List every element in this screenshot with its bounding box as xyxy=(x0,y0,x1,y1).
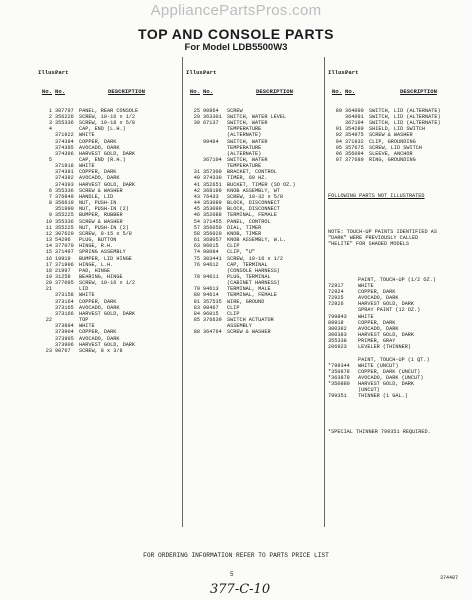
part-description: HANDLE, LID xyxy=(79,193,114,200)
part-description: PAD, HINGE xyxy=(79,267,111,274)
illus-number: 22 xyxy=(45,317,52,324)
watermark: AppliancePartsPros.com xyxy=(150,2,322,19)
not-illustrated-list xyxy=(328,277,468,400)
part-description: HARVEST GOLD, DARK xyxy=(79,310,136,317)
note-block xyxy=(328,229,468,247)
column-header xyxy=(186,89,322,95)
illus-number: 44 xyxy=(193,200,200,207)
part-description: HARVEST GOLD, DARK xyxy=(79,181,136,188)
part-number: 371996 xyxy=(55,261,74,268)
illus-number: 89 xyxy=(335,107,342,114)
part-description: WHITE xyxy=(79,163,95,170)
part-description: NUT, PUSH-IN (2) xyxy=(79,224,129,231)
part-number: 799843 xyxy=(328,313,347,320)
part-number: 99464 xyxy=(203,138,219,145)
part-description: SWITCH, WATER LEVEL xyxy=(227,113,287,120)
illus-number: 8 xyxy=(48,200,52,207)
part-description: HARVEST GOLD, DARK xyxy=(358,381,415,388)
part-description: SWITCH, LID (ALTERNATE) xyxy=(369,120,441,127)
not-illustrated-heading: FOLLOWING PARTS NOT ILLUSTRATED xyxy=(328,192,425,199)
part-number: 353089 xyxy=(203,200,222,207)
part-number: 374330 xyxy=(203,175,222,182)
part-description: (ALTERNATE) xyxy=(227,150,262,157)
part-description: SWITCH, WATER xyxy=(227,138,268,145)
column-header xyxy=(38,89,174,95)
illus-number: 84 xyxy=(193,310,200,317)
illus-number: 5 xyxy=(48,157,52,163)
part-number: 377689 xyxy=(345,157,364,163)
part-number: 364764 xyxy=(203,329,222,336)
part-number: 373158 xyxy=(55,292,74,299)
part-number: 72917 xyxy=(328,282,344,289)
part-number: 72924 xyxy=(328,288,344,295)
part-number: *799344 xyxy=(328,362,350,369)
part-description: LID xyxy=(79,286,89,293)
part-description: HINGE, L.H. xyxy=(79,261,114,268)
illus-header: Illus. xyxy=(328,69,349,77)
column-divider xyxy=(324,57,325,527)
part-description: AVOCADO, DARK (UNCUT) xyxy=(358,375,424,381)
illus-number: 54 xyxy=(193,218,200,225)
part-description: BLOCK, DISCONNECT xyxy=(227,206,280,213)
not-illustrated-row xyxy=(328,393,468,399)
part-description: CAP, TERMINAL xyxy=(227,261,268,268)
part-number: 98467 xyxy=(203,304,219,311)
illus-number: 20 xyxy=(45,280,52,287)
part-description: AVOCADO, DARK xyxy=(358,325,399,332)
illus-number: 97 xyxy=(335,157,342,163)
description-header: DESCRIPTION xyxy=(256,89,293,96)
part-number: 368199 xyxy=(203,187,222,194)
illus-number: 2 xyxy=(48,113,52,120)
illus-number: 17 xyxy=(45,261,52,268)
illus-number: 31 xyxy=(193,169,200,176)
illus-number: 78 xyxy=(193,273,200,280)
part-description: PRIMER, GRAY xyxy=(358,338,396,345)
part-number: 373904 xyxy=(55,329,74,336)
part-number: 374392 xyxy=(55,175,74,182)
part-description: WHITE xyxy=(79,292,95,299)
part-number: 89918 xyxy=(328,319,344,326)
part-number: 355225 xyxy=(55,212,74,219)
part-description: COPPER, DARK xyxy=(79,169,117,176)
illus-number: 14 xyxy=(45,243,52,250)
part-description: TIMER, 60 HZ. xyxy=(227,175,268,182)
part-number: 376849 xyxy=(55,193,74,200)
part-description: AVOCADO, DARK xyxy=(79,144,120,151)
illus-number: 75 xyxy=(193,255,200,262)
illus-number: 74 xyxy=(193,249,200,256)
part-description: WHITE xyxy=(79,132,95,139)
part-description: ASSEMBLY xyxy=(227,323,252,330)
illus-number: 12 xyxy=(45,230,52,237)
part-description: SCREW, 10-18 x 5/8 xyxy=(79,120,136,127)
part-description: TEMPERATURE xyxy=(227,144,262,151)
note-line: NOTE: TOUCH-UP PAINTS IDENTIFIED AS xyxy=(328,228,437,235)
part-number: 374391 xyxy=(55,169,74,176)
part-number: 377070 xyxy=(55,243,74,250)
part-number: 357675 xyxy=(345,144,364,151)
part-description: TOP xyxy=(79,317,89,324)
ordering-footer: FOR ORDERING INFORMATION REFER TO PARTS PRICE LIST xyxy=(143,552,329,559)
part-number: 94614 xyxy=(203,292,219,299)
part-description: SCREW, 10-16 x 1/2 xyxy=(79,280,136,287)
illus-number: 4 xyxy=(48,126,52,133)
illus-number: 46 xyxy=(193,212,200,219)
part-description: WHITE (UNCUT) xyxy=(358,362,399,369)
part-number: 377095 xyxy=(55,280,74,287)
illus-number: 30 xyxy=(193,120,200,127)
illus-number: 15 xyxy=(45,249,52,256)
part-number: 67137 xyxy=(203,120,219,127)
illus-number: 92 xyxy=(335,132,342,139)
part-number: 356226 xyxy=(55,113,74,120)
part-description: SWITCH, LID (ALTERNATE) xyxy=(369,107,441,114)
part-description: WIRE, GROUND xyxy=(227,298,265,305)
part-number: 356020 xyxy=(203,230,222,237)
parts-list xyxy=(328,108,468,163)
part-description: CLIP, "U" xyxy=(227,249,256,256)
part-number: 300383 xyxy=(328,332,347,339)
part-description: TERMINAL, MALE xyxy=(227,286,271,293)
part-number: 96015 xyxy=(203,243,219,250)
part-description: SCREW & WASHER xyxy=(79,218,123,225)
illus-number: 79 xyxy=(193,286,200,293)
page-title: TOP AND CONSOLE PARTS xyxy=(138,26,334,42)
illus-number: 95 xyxy=(335,144,342,151)
part-description: CLIP, GROUNDING xyxy=(369,138,416,145)
part-number: 373894 xyxy=(55,323,74,330)
part-number: 352088 xyxy=(203,212,222,219)
part-number: 373905 xyxy=(55,335,74,342)
illus-number: 29 xyxy=(193,113,200,120)
part-description: CLIP xyxy=(227,304,240,311)
illus-number: 25 xyxy=(193,107,200,114)
part-description: WHITE xyxy=(358,282,374,289)
part-description: CAP, END (R.H.) xyxy=(79,157,126,163)
parts-column-2 xyxy=(186,58,322,342)
part-description: SCREW, LID SWITCH xyxy=(369,144,422,151)
page-number: 5 xyxy=(230,571,234,578)
illus-number: 9 xyxy=(48,212,52,219)
part-no-header: No. xyxy=(55,88,66,96)
illus-header: Illus. xyxy=(38,69,59,77)
part-description: HARVEST GOLD, DARK xyxy=(79,150,136,157)
part-no-header: No. xyxy=(203,88,214,96)
part-number: 303441 xyxy=(203,255,222,262)
part-description: PAINT, TOUCH-UP (1/2 OZ.) xyxy=(358,276,436,283)
part-number: 206923 xyxy=(328,344,347,351)
part-no-header: No. xyxy=(345,88,356,96)
part-description: AVOCADO, DARK xyxy=(358,295,399,302)
part-number: 371497 xyxy=(55,249,74,256)
part-number: *350878 xyxy=(328,368,350,375)
part-description: SLEEVE, ANCHOR xyxy=(369,150,413,157)
column-header xyxy=(328,70,468,76)
part-description: BUCKET, TIMER (SO OZ.) xyxy=(227,181,296,188)
part-number: 354289 xyxy=(345,126,364,133)
part-description: RING, GROUNDING xyxy=(369,157,416,163)
part-number: 90767 xyxy=(55,347,71,354)
parts-list xyxy=(186,108,322,336)
part-number: 357535 xyxy=(203,298,222,305)
part-number: 356050 xyxy=(203,224,222,231)
part-description: WHITE xyxy=(79,323,95,330)
part-description: HARVEST GOLD, DARK xyxy=(79,341,136,348)
part-description: AVOCADO, DARK xyxy=(79,335,120,342)
column-header xyxy=(328,89,468,95)
part-description: SWITCH, LID (ALTERNATE) xyxy=(369,113,441,120)
illus-number: 61 xyxy=(193,237,200,244)
part-number: 373165 xyxy=(55,304,74,311)
part-number: 21997 xyxy=(55,267,71,274)
part-description: SHIELD, LID SWITCH xyxy=(369,126,426,133)
part-description: CLIP xyxy=(227,310,240,317)
description-header: DESCRIPTION xyxy=(108,89,145,96)
part-description: CLIP xyxy=(227,243,240,250)
part-number: 94613 xyxy=(203,286,219,293)
part-number: 352651 xyxy=(203,181,222,188)
part-number: *350880 xyxy=(328,381,350,388)
illus-number: 6 xyxy=(48,187,52,194)
part-description: PAINT, TOUCH-UP (1 QT.) xyxy=(358,356,430,363)
part-description: NUT, PUSH-IN (2) xyxy=(79,206,129,213)
part-description: TERMINAL, FEMALE xyxy=(227,212,277,219)
part-description: AVOCADO, DARK xyxy=(79,175,120,182)
illus-number: 76 xyxy=(193,261,200,268)
part-description: DIAL, TIMER xyxy=(227,224,262,231)
part-description: CAP, END (L.H.) xyxy=(79,126,126,133)
illus-number: 94 xyxy=(335,138,342,145)
part-number: 353090 xyxy=(203,206,222,213)
illus-number: 83 xyxy=(193,304,200,311)
part-number: 373166 xyxy=(55,310,74,317)
part-description: THINNER (1 GAL.) xyxy=(358,393,408,400)
part-description: SPRAY PAINT (12 OZ.) xyxy=(358,307,421,314)
part-number: 355336 xyxy=(55,187,74,194)
part-number: 96015 xyxy=(203,310,219,317)
part-number: 374396 xyxy=(55,150,74,157)
document-reference: 374487 xyxy=(440,575,459,581)
column-header xyxy=(38,70,174,76)
part-description: LEVELER (THINNER) xyxy=(358,344,411,351)
illus-number: 3 xyxy=(48,120,52,127)
part-description: BUMPER, RUBBER xyxy=(79,212,123,219)
part-description: BEARING, HINGE xyxy=(79,273,123,280)
part-number: 76433 xyxy=(203,193,219,200)
illus-number: 11 xyxy=(45,224,52,231)
description-header: DESCRIPTION xyxy=(400,89,437,96)
illus-number: 81 xyxy=(193,298,200,305)
illus-number: 42 xyxy=(193,187,200,194)
part-number: 355336 xyxy=(55,218,74,225)
part-number: 364090 xyxy=(345,107,364,114)
part-description: WHITE xyxy=(358,313,374,320)
part-number: 371922 xyxy=(55,132,74,139)
part-number: 19919 xyxy=(55,255,71,262)
part-description: (UNCUT) xyxy=(358,387,380,394)
part-description: PLUG, BUTTON xyxy=(79,237,117,244)
part-number: 98084 xyxy=(203,249,219,256)
part-number: 373164 xyxy=(55,298,74,305)
part-description: BRACKET, CONTROL xyxy=(227,169,277,176)
part-row xyxy=(38,348,174,354)
parts-column-3 xyxy=(328,58,468,442)
part-number: 364091 xyxy=(345,113,364,120)
part-description: COPPER, DARK xyxy=(79,329,117,336)
illus-number: 23 xyxy=(45,347,52,354)
illus-number: 1 xyxy=(48,107,52,114)
part-description: TEMPERATURE xyxy=(227,163,262,170)
illus-number: 19 xyxy=(45,273,52,280)
part-description: SCREW, 10-16 x 1/2 xyxy=(79,113,136,120)
illus-number: 88 xyxy=(193,329,200,336)
illus-header: Illus. xyxy=(186,69,207,77)
part-description: BUMPER, LID HINGE xyxy=(79,255,132,262)
special-thinner-note: *SPECIAL THINNER 799351 REQUIRED. xyxy=(328,429,431,436)
illus-no-header: No. xyxy=(331,88,342,96)
part-number: *363879 xyxy=(328,375,350,381)
part-number: 307797 xyxy=(55,107,74,114)
part-number: 368057 xyxy=(203,237,222,244)
part-number: 356619 xyxy=(55,200,74,207)
part-description: COPPER, DARK xyxy=(79,138,117,145)
column-header xyxy=(186,70,322,76)
part-number: 367104 xyxy=(345,120,364,127)
handwritten-annotation: 377-C-10 xyxy=(210,582,271,597)
part-description: BLOCK, DISCONNECT xyxy=(227,200,280,207)
part-description: SCREW, 8-15 x 5/8 xyxy=(79,230,132,237)
part-description: (CONSOLE HARNESS) xyxy=(227,267,280,274)
part-description: SCREW & WASHER xyxy=(79,187,123,194)
part-description: COPPER, DARK xyxy=(358,319,396,326)
part-description: HINGE, R.H. xyxy=(79,243,114,250)
part-description: NUT, PUSH-IN xyxy=(79,200,117,207)
part-number: 354975 xyxy=(345,132,364,139)
part-number: 374394 xyxy=(55,138,74,145)
part-number: 94611 xyxy=(203,273,219,280)
part-description: SCREW, 10-32 x 5/8 xyxy=(227,193,284,200)
part-header: Part xyxy=(345,69,359,77)
illus-number: 16 xyxy=(45,255,52,262)
illus-number: 91 xyxy=(335,126,342,133)
part-number: 351990 xyxy=(55,206,74,213)
illus-number: 21 xyxy=(45,286,52,293)
part-description: SWITCH, WATER xyxy=(227,120,268,127)
part-description: SWITCH, WATER xyxy=(227,157,268,163)
part-number: 371932 xyxy=(345,138,364,145)
illus-number: 63 xyxy=(193,243,200,250)
part-description: SCREW & WASHER xyxy=(369,132,413,139)
part-number: 355225 xyxy=(55,224,74,231)
part-description: SCREW, 10-16 x 1/2 xyxy=(227,255,284,262)
illus-number: 43 xyxy=(193,193,200,200)
part-number: 374395 xyxy=(55,144,74,151)
part-number: 371455 xyxy=(203,218,222,225)
part-number: 355336 xyxy=(55,120,74,127)
part-number: 54296 xyxy=(55,237,71,244)
part-description: TEMPERATURE xyxy=(227,126,262,133)
illus-number: 41 xyxy=(193,181,200,188)
part-description: PLUG, TERMINAL xyxy=(227,273,271,280)
part-number: 363301 xyxy=(203,113,222,120)
part-description: SCREW, 8 x 3/8 xyxy=(79,347,123,354)
part-number: 357300 xyxy=(203,169,222,176)
part-description: (CABINET HARNESS) xyxy=(227,280,280,287)
illus-number: 18 xyxy=(45,267,52,274)
illus-number: 40 xyxy=(193,175,200,182)
part-number: 307620 xyxy=(55,230,74,237)
part-number: 374393 xyxy=(55,181,74,188)
part-description: KNOB ASSEMBLY, W.L. xyxy=(227,237,287,244)
part-number: 90864 xyxy=(203,107,219,114)
part-number: 376639 xyxy=(203,317,222,324)
part-description: COPPER, DARK (UNCUT) xyxy=(358,368,421,375)
illus-number: 80 xyxy=(193,292,200,299)
illus-number: 58 xyxy=(193,230,200,237)
part-number: 367104 xyxy=(203,157,222,163)
illus-number: 13 xyxy=(45,237,52,244)
part-number: 373906 xyxy=(55,341,74,348)
column-divider xyxy=(182,57,183,527)
part-number: 31258 xyxy=(55,273,71,280)
part-number: 300382 xyxy=(328,325,347,332)
part-number: 72926 xyxy=(328,301,344,308)
part-header: Part xyxy=(203,69,217,77)
part-number: 799351 xyxy=(328,393,347,400)
part-description: AVOCADO, DARK xyxy=(79,304,120,311)
illus-number: 7 xyxy=(48,193,52,200)
illus-number: 96 xyxy=(335,150,342,157)
part-number: 371918 xyxy=(55,163,74,170)
illus-number: 85 xyxy=(193,317,200,324)
part-number: 355338 xyxy=(328,338,347,345)
part-number: 356094 xyxy=(345,150,364,157)
part-description: TERMINAL, FEMALE xyxy=(227,292,277,299)
part-description: HARVEST GOLD, DARK xyxy=(358,332,415,339)
parts-list xyxy=(38,108,174,354)
part-description: PANEL, REAR CONSOLE xyxy=(79,107,139,114)
note-line: "HELITE" FOR SHADED MODELS xyxy=(328,240,409,247)
illus-number: 45 xyxy=(193,206,200,213)
part-description: KNOB ASSEMBLY, WT xyxy=(227,187,280,194)
part-number: 94612 xyxy=(203,261,219,268)
illus-number: 10 xyxy=(45,218,52,225)
part-header: Part xyxy=(55,69,69,77)
part-description: SCREW & WASHER xyxy=(227,329,271,336)
part-description: (ALTERNATE) xyxy=(227,132,262,139)
part-row xyxy=(186,329,322,335)
part-number: 72925 xyxy=(328,295,344,302)
parts-column-1 xyxy=(38,58,174,360)
part-description: SPRING ASSEMBLY xyxy=(79,249,126,256)
part-description: PANEL, CONTROL xyxy=(227,218,271,225)
part-description: HARVEST GOLD, DARK xyxy=(358,301,415,308)
part-description: SCREW xyxy=(227,107,243,114)
note-line: "DARK" WERE PREVIOUSLY CALLED xyxy=(328,234,419,241)
illus-no-header: No. xyxy=(189,88,200,96)
part-row xyxy=(328,157,468,163)
part-description: COPPER, DARK xyxy=(79,298,117,305)
part-description: COPPER, DARK xyxy=(358,288,396,295)
part-description: KNOB, TIMER xyxy=(227,230,262,237)
model-subtitle: For Model LDB5500W3 xyxy=(184,42,288,53)
illus-no-header: No. xyxy=(41,88,52,96)
part-description: SWITCH ACTUATOR xyxy=(227,317,274,324)
illus-number: 57 xyxy=(193,224,200,231)
